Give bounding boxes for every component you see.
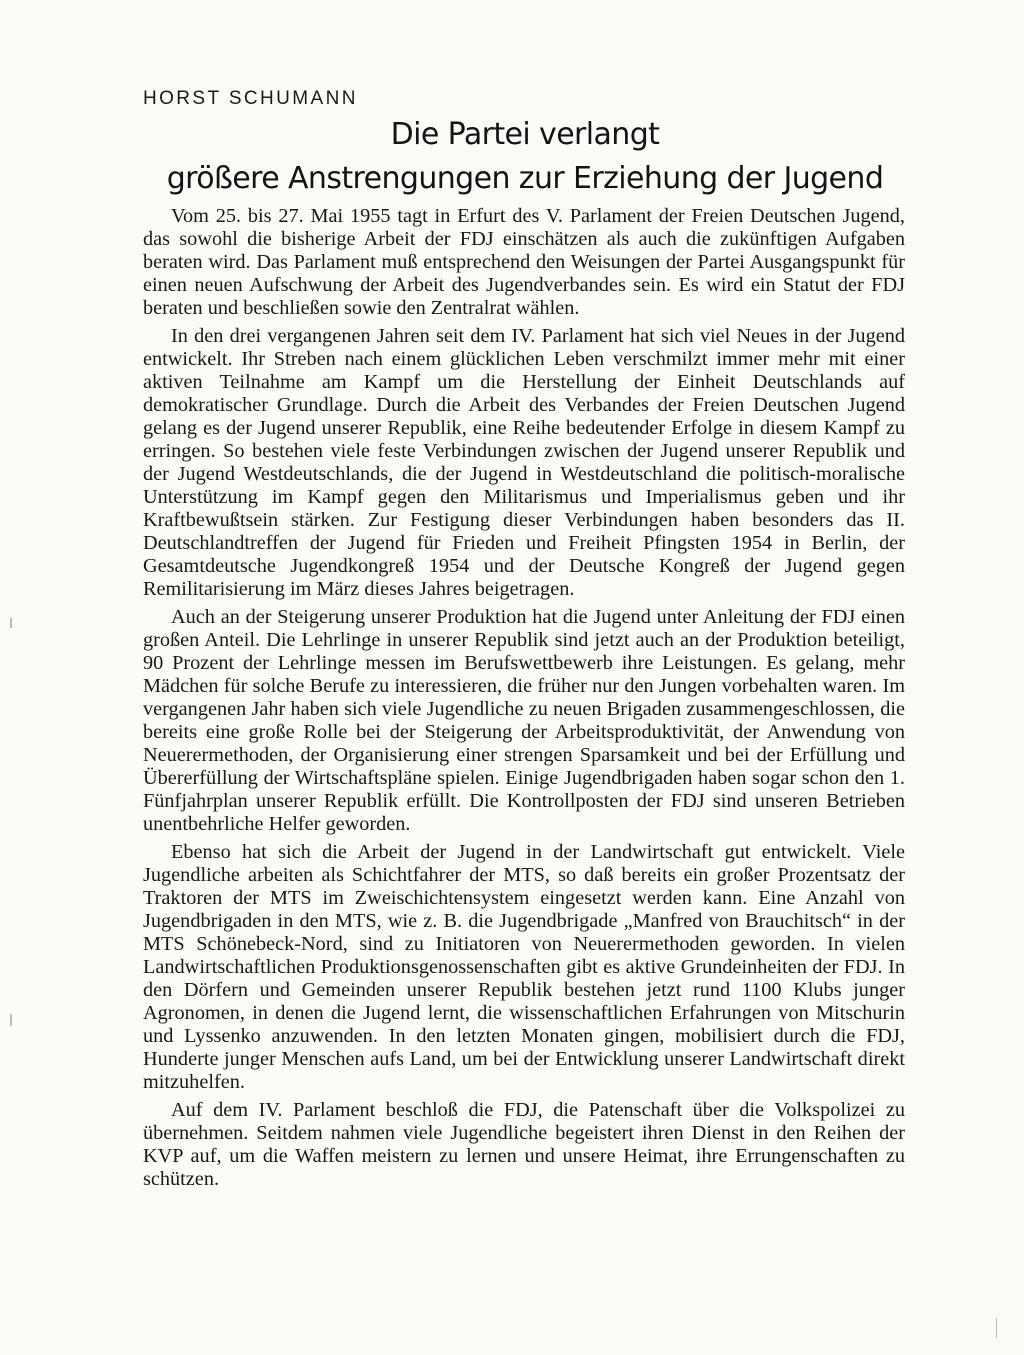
paragraph-1: Vom 25. bis 27. Mai 1955 tagt in Erfurt des V. Parlament der Freien Deutschen Jugend, das sowohl die bisherige Arbeit der FDJ einschätzen als auch die zukünftigen Aufgaben beraten wird. Das Parlament muß entsprechend den Weisungen der Partei Ausgangspunkt für einen neuen Aufschwung der Arbeit des Jugendverbandes sein. Es wird ein Statut der FDJ beraten und beschließen sowie den Zentralrat wählen.	[143, 205, 905, 319]
paragraph-4: Ebenso hat sich die Arbeit der Jugend in der Landwirtschaft gut entwickelt. Viele Jugendliche arbeiten als Schichtfahrer der MTS, so daß bereits ein großer Prozentsatz der Traktoren der MTS im Zweischichtensystem eingesetzt werden kann. Eine Anzahl von Jugendbrigaden in den MTS, wie z. B. die Jugendbrigade „Manfred von Brauchitsch“ in der MTS Schönebeck-Nord, sind zu Initiatoren von Neuerermethoden geworden. In vielen Landwirtschaftlichen Produktionsgenossenschaften gibt es aktive Grundeinheiten der FDJ. In den Dörfern und Gemeinden unserer Republik bestehen jetzt rund 1100 Klubs junger Agronomen, in denen die Jugend lernt, die wissenschaftlichen Erfahrungen von Mitschurin und Lyssenko anzuwenden. In den letzten Monaten gingen, mobilisiert durch die FDJ, Hunderte junger Menschen aufs Land, um bei der Entwicklung unserer Landwirtschaft direkt mitzuhelfen.	[143, 841, 905, 1093]
scan-mark	[996, 1318, 997, 1338]
author-name: HORST SCHUMANN	[143, 88, 358, 109]
title-line-2: größere Anstrengungen zur Erziehung der Jugend	[166, 161, 884, 196]
paragraph-3: Auch an der Steigerung unserer Produktion hat die Jugend unter Anleitung der FDJ einen großen Anteil. Die Lehrlinge in unserer Republik sind jetzt auch an der Produktion beteiligt, 90 Prozent der Lehrlinge messen im Berufswettbewerb ihre Leistungen. Es gelang, mehr Mädchen für solche Berufe zu interessieren, die früher nur den Jungen vorbehalten waren. Im vergangenen Jahr haben sich viele Jugendliche zu neuen Brigaden zusammengeschlossen, die bereits eine große Rolle bei der Steigerung der Arbeitsproduktivität, der Anwendung von Neuerermethoden, der Organisierung einer strengen Sparsamkeit und bei der Erfüllung und Übererfüllung der Wirtschaftspläne spielen. Einige Jugendbrigaden haben sogar schon den 1. Fünfjahrplan unserer Republik erfüllt. Die Kontrollposten der FDJ sind unseren Betrieben unentbehrliche Helfer geworden.	[143, 606, 905, 835]
article-body	[143, 205, 905, 1196]
scan-mark	[10, 1014, 12, 1026]
article-title	[140, 113, 910, 201]
title-line-1: Die Partei verlangt	[390, 117, 660, 152]
paragraph-2: In den drei vergangenen Jahren seit dem IV. Parlament hat sich viel Neues in der Jugend entwickelt. Ihr Streben nach einem glücklichen Leben verschmilzt immer mehr mit einer aktiven Teilnahme am Kampf um die Herstellung der Einheit Deutschlands auf demokratischer Grundlage. Durch die Arbeit des Verbandes der Freien Deutschen Jugend gelang es der Jugend unserer Republik, eine Reihe bedeutender Erfolge in diesem Kampf zu erringen. So bestehen viele feste Verbindungen zwischen der Jugend unserer Republik und der Jugend Westdeutschlands, die der Jugend in Westdeutschland die politisch-moralische Unterstützung im Kampf gegen den Militarismus und Imperialismus geben und ihr Kraftbewußtsein stärken. Zur Festigung dieser Verbindungen haben besonders das II. Deutschlandtreffen der Jugend für Frieden und Freiheit Pfingsten 1954 in Berlin, der Gesamtdeutsche Jugendkongreß 1954 und der Deutsche Kongreß der Jugend gegen Remilitarisierung im März dieses Jahres beigetragen.	[143, 325, 905, 600]
scan-mark	[10, 618, 12, 628]
paragraph-5: Auf dem IV. Parlament beschloß die FDJ, die Patenschaft über die Volkspolizei zu übernehmen. Seitdem nahmen viele Jugendliche begeistert ihren Dienst in den Reihen der KVP auf, um die Waffen meistern zu lernen und unsere Heimat, ihre Errungenschaften zu schützen.	[143, 1099, 905, 1190]
